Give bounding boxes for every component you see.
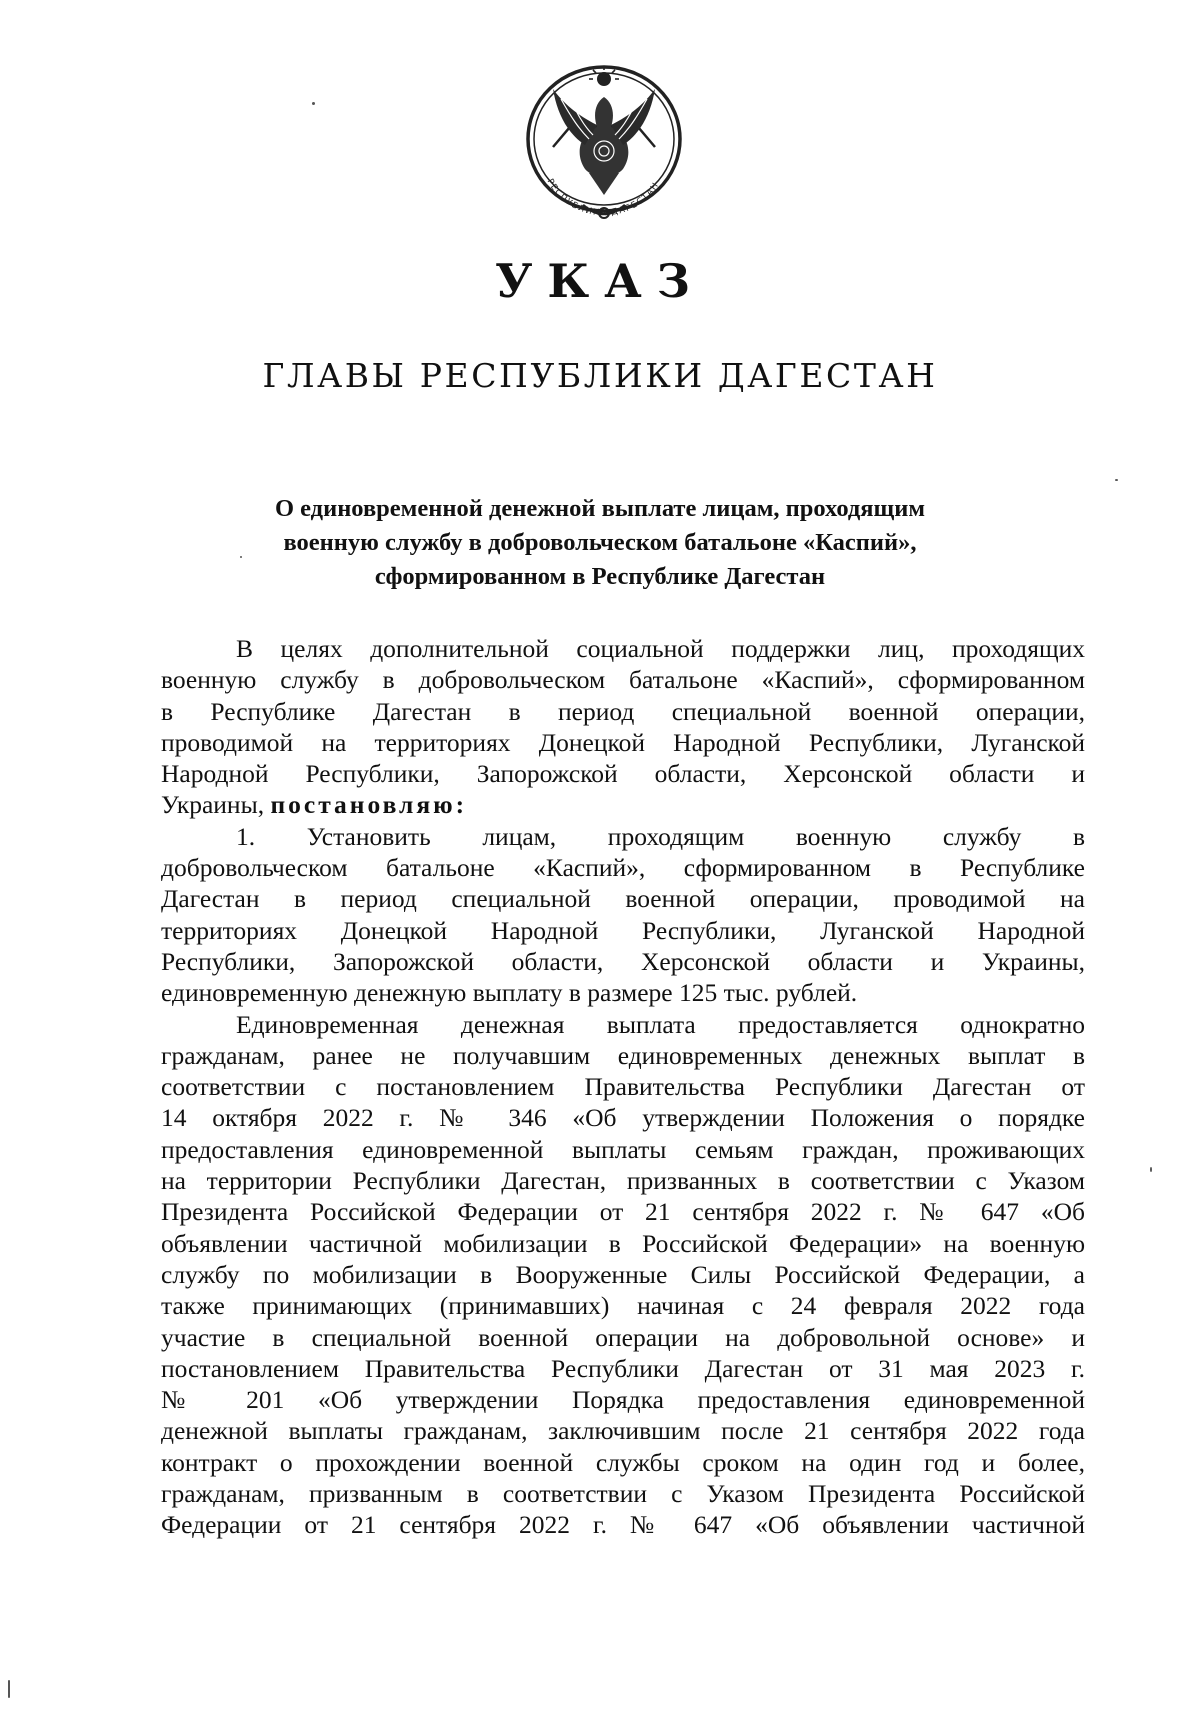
scan-speck	[1115, 479, 1118, 481]
scan-speck	[8, 1680, 10, 1698]
body-line: проводимой на территориях Донецкой Народной Республики, Луганской	[161, 727, 1085, 757]
body-line: соответствии с постановлением Правительства Республики Дагестан от	[161, 1072, 1085, 1102]
body-line: 1. Установить лицам, проходящим военную службу в	[236, 821, 1085, 851]
body-line: также принимающих (принимавших) начиная с 24 февраля 2022 года	[161, 1291, 1085, 1321]
scan-speck	[240, 556, 242, 558]
body-line: Республики, Запорожской области, Херсонской области и Украины,	[161, 946, 1085, 976]
heading-line: военную службу в добровольческом батальоне «Каспий»,	[283, 529, 917, 556]
body-line: Единовременная денежная выплата предоставляется однократно	[236, 1009, 1085, 1039]
decree-body	[161, 633, 1085, 1541]
body-line: в Республике Дагестан в период специальной военной операции,	[161, 696, 1085, 726]
body-line: 14 октября 2022 г. № 346 «Об утверждении Положения о порядке	[161, 1103, 1085, 1133]
body-line	[161, 789, 1085, 820]
document-subtitle: ГЛАВЫ РЕСПУБЛИКИ ДАГЕСТАН	[262, 356, 938, 395]
emblem-ring-text: РЕСПУБЛИКА ДАГЕСТАН	[544, 177, 662, 219]
body-line: постановлением Правительства Республики Дагестан от 31 мая 2023 г.	[161, 1353, 1085, 1383]
body-line: Народной Республики, Запорожской области, Херсонской области и	[161, 759, 1085, 789]
document-title: УКАЗ	[495, 254, 705, 308]
body-line: Федерации от 21 сентября 2022 г. № 647 «Об объявлении частичной	[161, 1510, 1085, 1540]
body-line: гражданам, призванным в соответствии с Указом Президента Российской	[161, 1479, 1085, 1509]
body-line: гражданам, ранее не получавшим единовременных денежных выплат в	[161, 1040, 1085, 1070]
body-line: В целях дополнительной социальной поддержки лиц, проходящих	[236, 634, 1085, 663]
heading-line: О единовременной денежной выплате лицам, проходящим	[274, 495, 926, 522]
body-line: военную службу в добровольческом батальоне «Каспий», сформированном	[161, 665, 1085, 695]
dagestan-coat-of-arms-emblem	[513, 55, 695, 230]
body-line: участие в специальной военной операции на добровольной основе» и	[161, 1322, 1085, 1352]
body-line: Президента Российской Федерации от 21 сентября 2022 г. № 647 «Об	[161, 1197, 1085, 1227]
body-line: единовременную денежную выплату в размере 125 тыс. рублей.	[161, 978, 858, 1008]
body-line: службу по мобилизации в Вооруженные Силы Российской Федерации, а	[161, 1259, 1085, 1289]
body-line: предоставления единовременной выплаты семьям граждан, проживающих	[161, 1134, 1085, 1164]
body-line: № 201 «Об утверждении Порядка предоставления единовременной	[161, 1385, 1085, 1415]
scan-speck	[1150, 1167, 1152, 1172]
heading-line: сформированном в Республике Дагестан	[374, 563, 826, 590]
decree-heading	[180, 492, 1020, 594]
body-line: контракт о прохождении военной службы сроком на один год и более,	[161, 1447, 1085, 1477]
body-line: объявлении частичной мобилизации в Российской Федерации» на военную	[161, 1228, 1085, 1258]
body-line: на территории Республики Дагестан, призванных в соответствии с Указом	[161, 1166, 1085, 1196]
body-line: добровольческом батальоне «Каспий», сформированном в Республике	[161, 853, 1085, 883]
body-line: территориях Донецкой Народной Республики, Луганской Народной	[161, 915, 1085, 945]
decree-word: постановляю:	[270, 790, 468, 820]
preamble-end: Украины,	[161, 790, 265, 820]
body-line: Дагестан в период специальной военной операции, проводимой на	[161, 884, 1085, 914]
scan-speck	[312, 102, 315, 105]
body-line: денежной выплаты гражданам, заключившим после 21 сентября 2022 года	[161, 1416, 1085, 1446]
